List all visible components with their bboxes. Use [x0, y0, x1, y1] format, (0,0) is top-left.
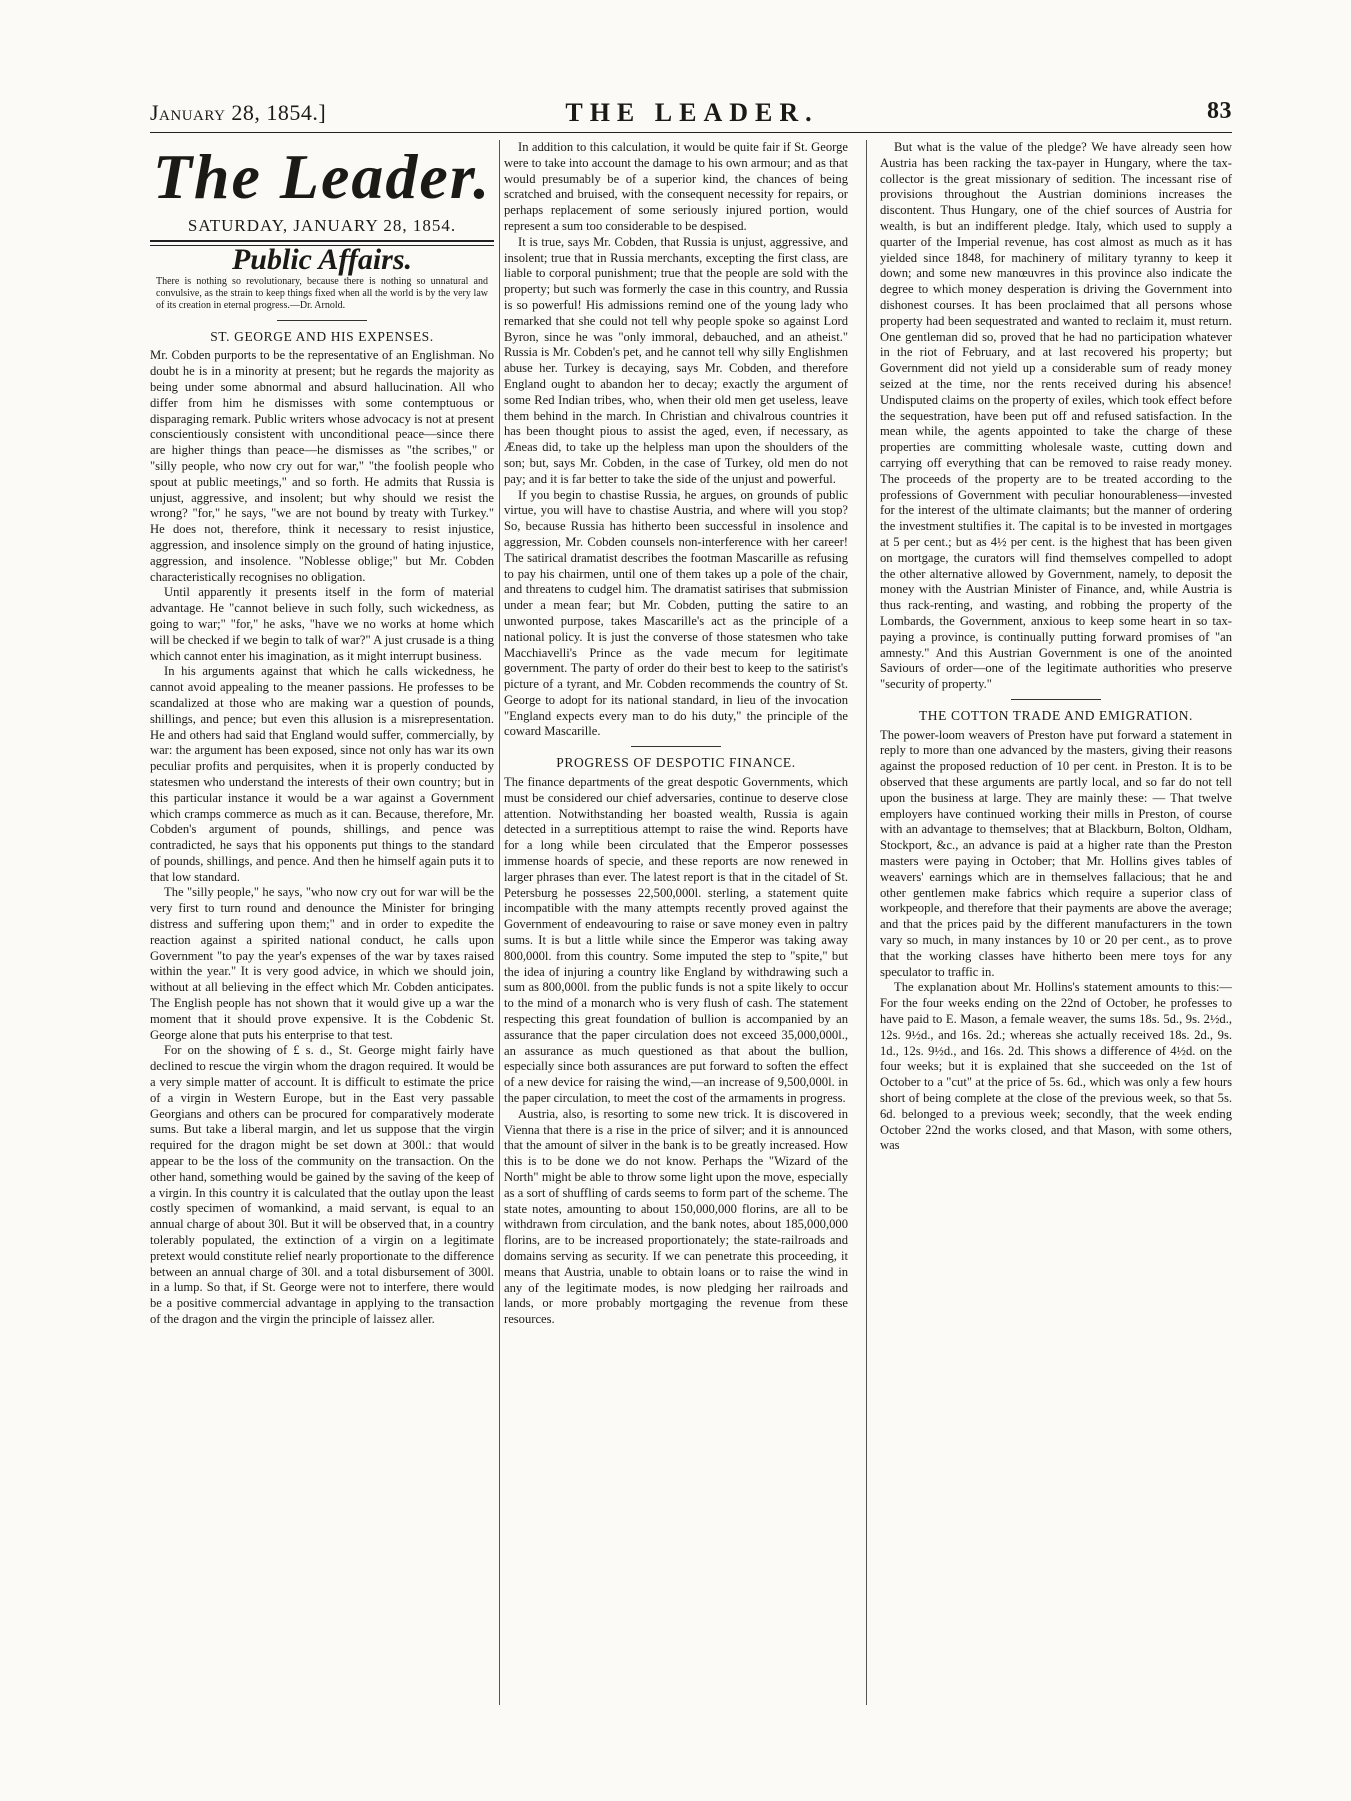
article-paragraph: The "silly people," he says, "who now cry out for war will be the very first to turn round and denounce the Minister for bringing distress and suffering upon them;" and in order to expedite the reaction against a spirited national conduct, he calls upon Government "to pay the year's expenses of the war by taxes raised within the year." It is very good advice, in which we should join, without at all believing in the effect which Mr. Cobden anticipates. The English people has not shown that it would give up a war the moment that it should prove expensive. It is the Cobdenic St. George alone that puts his enterprise to that test.	[150, 885, 494, 1042]
article-paragraph: Until apparently it presents itself in the form of material advantage. He "cannot believe in such folly, such wickedness, as going to war;" "for," he asks, "have we no works at home which will be checked if we begin to talk of war?" A just crusade is a thing which cannot enter his imagination, as it might interrupt business.	[150, 585, 494, 663]
column-3	[880, 140, 1232, 1710]
article-paragraph: Mr. Cobden purports to be the representative of an Englishman. No doubt he is in a minority at present; but he regards the majority as being under some abnormal and absurd hallucination. All who differ from him he dismisses with some contemptuous or disparaging remark. Public writers whose advocacy is not at present conscientiously consistent with unconditional peace—since there are higher things than peace—he dismisses as "the scribes," or "silly people, who now cry out for war," "the foolish people who spout at public meetings," and so forth. He admits that Russia is unjust, aggressive, and insolent; but why should we resist the wrong? "for," he says, "we are not bound by treaty with Turkey." He does not, therefore, think it necessary to resist injustice, aggression, and insolence simply on the ground of hating injustice, aggression, and insolence. "Noblesse oblige;" but Mr. Cobden characteristically recognises no obligation.	[150, 348, 494, 584]
column-rule	[866, 140, 867, 1705]
article-paragraph: The explanation about Mr. Hollins's statement amounts to this:—For the four weeks ending on the 22nd of October, he professes to have paid to E. Mason, a female weaver, the sums 18s. 5d., 9s. 2½d., 12s. 9½d., and 16s. 2d.; whereas she actually received 18s. 2d., 9s. 1d., 12s. 9½d., and 16s. 2d. This shows a difference of 4½d. on the four weeks; but it is explained that she succeeded on the 1st of October to a "cut" at the price of 5s. 6d., which was only a few hours short of being complete at the close of the previous week, so that 5s. 6d. belonged to a previous week; secondly, that the week ending October 22nd the works closed, and that Mason, with some others, was	[880, 980, 1232, 1153]
section-motto: There is nothing so revolutionary, because there is nothing so unnatural and convulsive, as the strain to keep things fixed when all the world is by the very law of its creation in eternal progress.—Dr. Arnold.	[156, 275, 488, 311]
article-paragraph: It is true, says Mr. Cobden, that Russia is unjust, aggressive, and insolent; true that in Russia merchants, excepting the first class, are liable to corporal punishment; true that the people are sold with the property; but such was formerly the case in this country, and Russia is so powerful! His admissions remind one of the young lady who remarked that she could not tell why people spoke so against Lord Byron, since he was "only immoral, debauched, and an atheist." Russia is Mr. Cobden's pet, and he cannot tell why silly Englishmen abuse her. Turkey is decaying, says Mr. Cobden, and therefore England ought to abandon her to decay; exactly the argument of some Red Indian tribes, who, when their old men get useless, leave them behind in the march. In Christian and chivalrous countries it has been thought pious to assist the aged, even, if necessary, as Æneas did, to take up the helpless man upon the shoulders of the son; but, says Mr. Cobden, in the case of Turkey, old men do not pay; and it is far better to take the side of the unjust and powerful.	[504, 234, 848, 486]
masthead-date: SATURDAY, JANUARY 28, 1854.	[187, 216, 457, 235]
column-2	[504, 140, 848, 1710]
divider	[1011, 699, 1101, 700]
publication-title: THE LEADER.	[565, 98, 819, 127]
divider	[277, 320, 367, 321]
article-paragraph: The power-loom weavers of Preston have put forward a statement in reply to more than one advanced by the masters, giving their reasons against the proposed reduction of 10 per cent. in Preston. It is to be observed that these arguments are partly local, and so far do not tell upon the business at large. They are mainly these: — That twelve employers have continued working their mills in Preston, of course with an advantage to themselves; that at Blackburn, Bolton, Oldham, Stockport, &c., an advance is paid at a higher rate than the Preston masters were paying in October; that Mr. Hollins gives tables of weavers' earnings which are in themselves fallacious; that he and other gentlemen make fabrics which require a superior class of workpeople, and therefore that their payments are above the average; and that the prices paid by the different manufacturers in the town vary so much, in many instances by 10 or 20 per cent., as to prove that the working classes have hitherto been mere toys for any speculator to traffic in.	[880, 727, 1232, 979]
page-number: 83	[1207, 98, 1232, 124]
masthead	[150, 142, 494, 234]
article-title: THE COTTON TRADE AND EMIGRATION.	[918, 707, 1194, 723]
article-title: PROGRESS OF DESPOTIC FINANCE.	[556, 755, 796, 771]
article-paragraph: If you begin to chastise Russia, he argues, on grounds of public virtue, you will have to chastise Austria, and where will you stop? So, because Russia has hitherto been successful in insolence and aggression, Mr. Cobden counsels non-interference with her career! The satirical dramatist describes the footman Mascarille as refusing to pay his chairmen, until one of them takes up a pole of the chair, and threatens to cudgel him. The dramatist satirises that submission under a mean fear; but Mr. Cobden, putting the satire to an unwonted purpose, takes Mascarille's act as the principle of a national policy. It is just the converse of those statesmen who take Macchiavelli's Prince as the vade mecum for legitimate government. The party of order do their best to keep to the satirist's picture of a tyrant, and Mr. Cobden recommends the country of St. George to adopt for its national standard, in lieu of the invocation "England expects every man to do his duty," the principle of the coward Mascarille.	[504, 487, 848, 739]
masthead-logo: The Leader.	[152, 141, 492, 212]
article-paragraph: The finance departments of the great despotic Governments, which must be considered our chief adversaries, continue to deserve close attention. Notwithstanding her boasted wealth, Russia is again detected in a surreptitious attempt to raise the wind. Reports have for a long while been circulated that the Emperor possesses immense hoards of specie, and these reports are now renewed in larger phrases than ever. The latest report is that in the citadel of St. Petersburg he possesses 22,500,000l. sterling, a statement quite incompatible with the many attempts recently proved against the Government of endeavouring to raise or save money even in paltry sums. It is but a little while since the Emperor was taking away 800,000l. from this country. Some imputed the step to "spite," but the idea of injuring a country like England by withdrawing such a sum as 800,000l. from the public funds is not a spite likely to occur to the mind of a monarch who is very flush of cash. The statement respecting this great foundation of bullion is accompanied by an assurance that the paper circulation does not exceed 35,000,000l., an assurance as much questioned as that about the bullion, especially since both assurances are put forward to soften the effect of a new device for raising the wind,—an increase of 9,500,000l. in the paper circulation, to meet the cost of the armaments in progress.	[504, 775, 848, 1106]
section-title: Public Affairs.	[231, 242, 412, 276]
divider	[631, 746, 721, 747]
article-title: ST. GEORGE AND HIS EXPENSES.	[210, 328, 434, 344]
article-paragraph: For on the showing of £ s. d., St. George might fairly have declined to rescue the virgin whom the dragon required. It would be a very simple matter of account. It is difficult to estimate the price of a virgin in Western Europe, but in the East very passable Georgians and others can be procured for comparatively moderate sums. But take a liberal margin, and let us suppose that the virgin required for the dragon might be set down at 300l.: that would appear to be the loss of the community on the transaction. On the other hand, something would be gained by the saving of the keep of a virgin. In this country it is calculated that the outlay upon the least costly specimen of womankind, a maid servant, is equal to an annual charge of about 30l. But it will be observed that, in a country tolerably populated, the extinction of a virgin on a legitimate pretext would constitute relief nearly proportionate to the difference between an annual charge of 30l. and a total disbursement of 300l. in a lump. So that, if St. George were not to interfere, there would be a positive commercial advantage in applying to the transaction of the dragon and the virgin the principle of laissez aller.	[150, 1043, 494, 1326]
column-rule	[499, 140, 500, 1705]
article-paragraph: In addition to this calculation, it would be quite fair if St. George were to take into account the damage to his own armour; and as that would presumably be of a superior kind, the chances of being scratched and bruised, with the consequent necessity for repairs, or perhaps replacement of some seriously injured portion, would represent a sum too considerable to be despised.	[504, 140, 848, 233]
header-rule	[150, 132, 1232, 133]
column-1	[150, 140, 494, 1710]
article-paragraph: Austria, also, is resorting to some new trick. It is discovered in Vienna that there is a rise in the price of silver; and it is announced that the amount of silver in the bank is to be greatly increased. How this is to be done we do not know. Perhaps the "Wizard of the North" might be able to throw some light upon the move, especially as a sort of shuffling of cards seems to form part of the scheme. The state notes, amounting to about 150,000,000 florins, are all to be withdrawn from circulation, and the bank notes, about 185,000,000 florins, are to be increased proportionately; the state-railroads and domains serving as security. If we can penetrate this proceeding, it means that Austria, unable to obtain loans or to raise the wind in any of the legitimate modes, is now pledging her railroads and lands, or more probably mortgaging the revenue from these resources.	[504, 1106, 848, 1327]
article-paragraph: In his arguments against that which he calls wickedness, he cannot avoid appealing to the meaner passions. He professes to be scandalized at those who are making war a question of pounds, shillings, and pence; but even this allusion is a misrepresentation. He and others had said that England would suffer, commercially, by war: the argument has been exposed, since not only has war its own peculiar profits and perquisites, when it is properly conducted by statesmen who understand the interests of their own country; but in this particular instance it would be a war against a Government which cramps commerce as much as it can. Because, therefore, Mr. Cobden's argument of pounds, shillings, and pence was contradicted, he says that his opponents put things to the standard of pounds, shillings, and pence. And then he himself again puts it to that low standard.	[150, 664, 494, 884]
issue-date: January 28, 1854.]	[150, 100, 327, 125]
masthead-rule	[150, 240, 494, 242]
running-head	[150, 96, 1232, 130]
article-paragraph: But what is the value of the pledge? We have already seen how Austria has been racking the tax-payer in Hungary, where the tax-collector is the great missionary of sedition. The incessant rise of provisions throughout the Austrian dominions increases the discontent. Thus Hungary, one of the chief sources of Austria for wealth, is but an indifferent pledge. Italy, which used to supply a quarter of the Imperial revenue, has cost almost as much as it has yielded since 1848, for machinery of military tyranny to keep it down; and some new manœuvres in this province also indicate the degree to which money desperation is driving the Government into dishonest courses. It has been proclaimed that all persons whose property had been sequestrated and wanted to reclaim it, must return. One gentleman did so, proved that he had no participation whatever in the riot of February, and at last recovered his property; but Government did not yield up a considerable sum of ready money seized at the time, nor the rents received during his absence! Undisputed claims on the property of exiles, which took effect before the sequestration, have been put off and refused satisfaction. In the mean while, the agents appointed to take the charge of these properties are committing wholesale waste, cutting down and carrying off everything that can be removed to raise ready money. The proceeds of the property are to be treated according to the professions of Government with peculiar honourableness—invested for the interest of the ultimate claimants; but the manner of ordering the investment stultifies it. The capital is to be invested in mortgages at 5 per cent.; but as 4½ per cent. is the highest that has been given on mortgage, the curators will find themselves compelled to adopt the other alternative allowed by Government, namely, to deposit the money with the Austrian Minister of Finance, and, while Austria is thus rack-renting, and wasting, and robbing the property of the Lombards, the Government, anxious to keep some heart in so tax-paying a province, is continually putting forward promises of "an amnesty." And this Austrian Government is one of the anointed Saviours of order—one of the legitimate authorities who preserve "security of property."	[880, 140, 1232, 692]
